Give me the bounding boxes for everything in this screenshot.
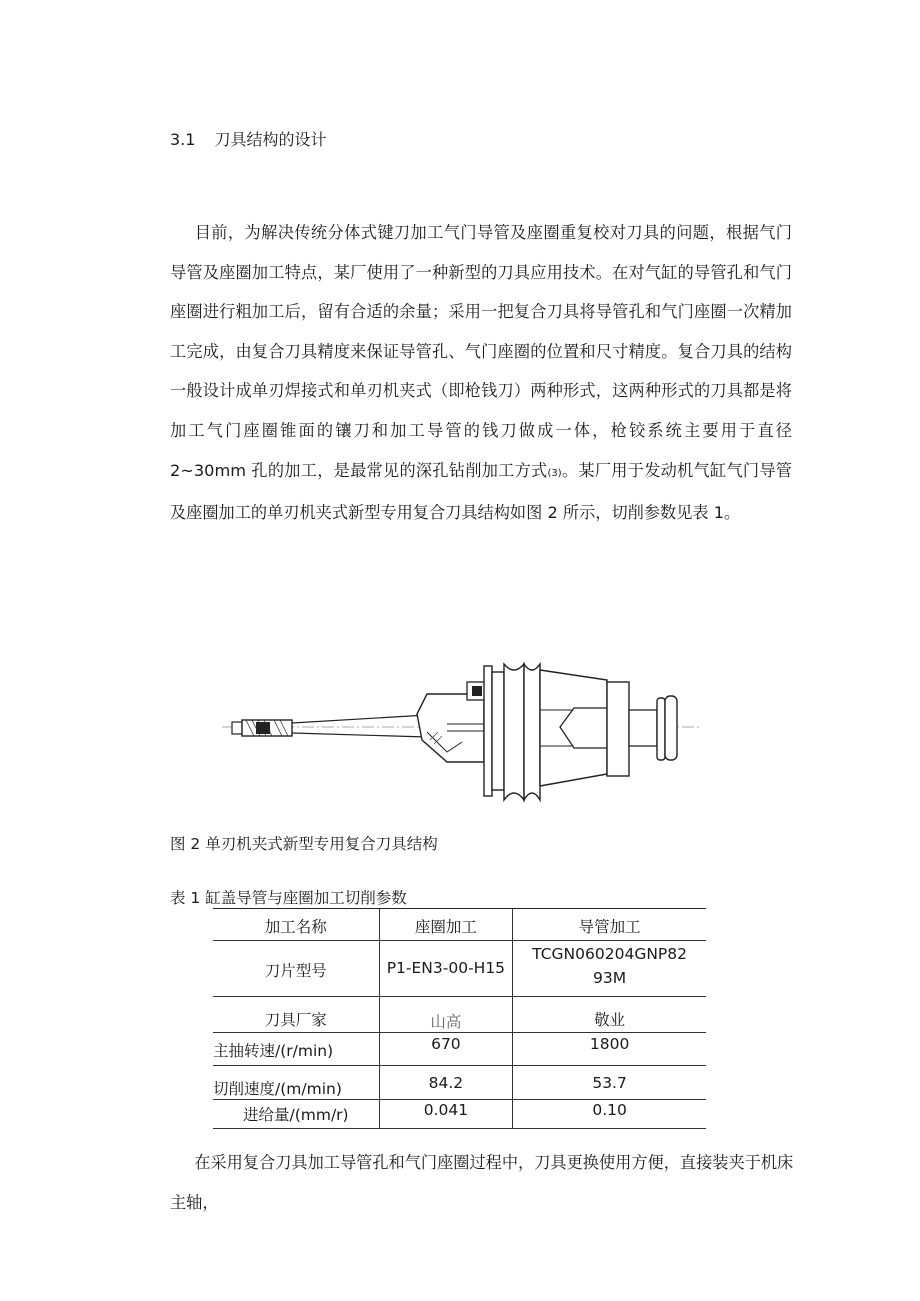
table-cell: 进给量/(mm/r): [213, 1100, 379, 1129]
cutting-params-table: [213, 908, 706, 1129]
table-cell: 山高: [379, 997, 513, 1033]
section-heading: [170, 127, 327, 150]
table-cell: 主抽转速/(r/min): [213, 1033, 379, 1066]
citation-ref: (3): [547, 467, 562, 479]
table-cell: 1800: [513, 1033, 706, 1066]
table-row: [213, 997, 706, 1033]
figure-caption: 图 2 单刃机夹式新型专用复合刀具结构: [170, 835, 438, 853]
header-cell: 导管加工: [513, 909, 706, 941]
table-cell: 84.2: [379, 1066, 513, 1100]
table-header-row: [213, 909, 706, 941]
table-row: [213, 941, 706, 997]
section-number: 3.1: [170, 130, 196, 149]
table-cell: 670: [379, 1033, 513, 1066]
table-row: [213, 1066, 706, 1100]
section-title: 刀具结构的设计: [214, 130, 327, 149]
table-cell: 0.10: [513, 1100, 706, 1129]
header-cell: 加工名称: [213, 909, 379, 941]
table-cell: P1-EN3-00-H15: [379, 941, 513, 997]
table-cell: TCGN060204GNP82 93M: [513, 941, 706, 997]
table-cell: 刀片型号: [213, 941, 379, 997]
table-title: 表 1 缸盖导管与座圈加工切削参数: [170, 889, 407, 907]
table-row: [213, 1033, 706, 1066]
body-paragraph-2: [170, 1143, 800, 1222]
table-cell: 切削速度/(m/min): [213, 1066, 379, 1100]
table-cell: 53.7: [513, 1066, 706, 1100]
table-cell: 0.041: [379, 1100, 513, 1129]
paragraph-1-tail: 。某厂用于发动机气缸气门导管及座圈加工的单刃机夹式新型专用复合刀具结构如图 2 所示，切削参数见表 1。: [170, 460, 792, 523]
table-cell: 刀具厂家: [213, 997, 379, 1033]
tool-structure-drawing: [222, 652, 704, 812]
table-cell: 敬业: [513, 997, 706, 1033]
paragraph-2-text: 在采用复合刀具加工导管孔和气门座圈过程中，刀具更换使用方便，直接装夹于机床主轴，: [170, 1153, 794, 1212]
table-row: [213, 1100, 706, 1129]
paragraph-1-text: 目前，为解决传统分体式键刀加工气门导管及座圈重复校对刀具的问题，根据气门导管及座圈加工特点，某厂使用了一种新型的刀具应用技术。在对气缸的导管孔和气门座圈进行粗加工后，留有合适的余量；采用一把复合刀具将导管孔和气门座圈一次精加工完成，由复合刀具精度来保证导管孔、气门座圈的位置和尺寸精度。复合刀具的结构一般设计成单刃焊接式和单刃机夹式（即枪钱刀）两种形式，这两种形式的刀具都是将加工气门座圈锥面的镶刀和加工导管的钱刀做成一体，枪铰系统主要用于直径 2~30mm 孔的加工，是最常见的深孔钻削加工方式: [170, 223, 792, 480]
header-cell: 座圈加工: [379, 909, 513, 941]
body-paragraph-1: [170, 213, 792, 533]
